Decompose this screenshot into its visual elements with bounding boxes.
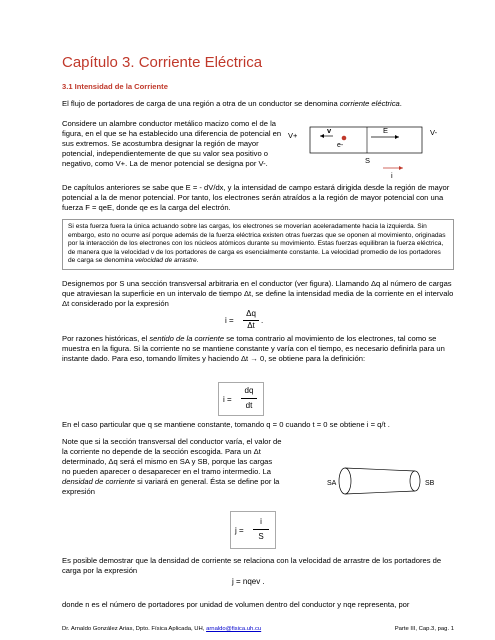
current-label: i (391, 171, 393, 180)
paragraph-drift: Es posible demostrar que la densidad de corriente se relaciona con la velocidad de arrastre de los portadores de carga por la expresión (62, 556, 442, 575)
paragraph-direction: Por razones históricas, el sentido de la corriente se toma contrario al movimiento de los electrones, tal como se muestra en la figura. Si la corriente no se mantiene constante y varía con el tiempo, es necesario definirla para un instante dado. Para eso, tomando límites y haciendo Δt → 0, se obtiene para la definición: (62, 334, 445, 363)
vplus-label: V+ (288, 131, 298, 140)
variable-section-figure (305, 462, 465, 500)
velocity-label: v (327, 126, 332, 135)
conductor-figure (285, 120, 455, 180)
note-box: Si esta fuerza fuera la única actuando sobre las cargas, los electrones se moverían aceleradamente hacia la izquierda. Sin embargo, esto no ocurre así porque además de la fuerza eléctrica existen otras fuerzas que se oponen al movimiento, originadas por la interacción de los electrones con los núcleos atómicos durante su movimiento. Estas fuerzas equilibran la fuerza eléctrica, de manera que la velocidad v de los portadores de carga es esencialmente constante. La velocidad promedio de los portadores de carga se denomina velocidad de arrastre. (62, 219, 454, 270)
section-a-label: SA (327, 480, 337, 487)
formula-drift-density: j = nqev . (232, 577, 265, 586)
variable-section-diagram (305, 462, 465, 500)
electron-dot (342, 136, 347, 141)
paragraph-field: De capítulos anteriores se sabe que E = - dV/dx, y la intensidad de campo estará dirigida desde la región de mayor potencial a la de menor potencial. Por tanto, los electrones serán atraídos a la región de mayor potencial con una fuerza F = qeE, donde qe es la carga del electrón. (62, 183, 450, 212)
section-b-label: SB (425, 480, 435, 487)
paragraph-section: Designemos por S una sección transversal arbitraria en el conductor (ver figura). Llamando Δq al número de cargas que atraviesan la superficie en un intervalo de tiempo Δt, se define la intensidad media de la corriente en el intervalo Δt considerado por la expresión (62, 279, 454, 308)
footer-author: Dr. Arnaldo González Arias, Dpto. Física Aplicada, UH, arnaldo@fisica.uh.cu (62, 626, 262, 632)
conductor-diagram (285, 120, 455, 180)
field-label: E (383, 126, 389, 135)
note-text: Si esta fuerza fuera la única actuando sobre las cargas, los electrones se moverían aceleradamente hacia la izquierda. Sin embargo, esto no ocurre así porque además de la fuerza eléctrica existen otras fuerzas que se oponen al movimiento, originadas por la interacción de los electrones con los núcleos atómicos durante su movimiento. Estas fuerzas equilibran la fuerza eléctrica, de manera que la velocidad v de los portadores de carga es esencialmente constante. La velocidad promedio de los portadores de carga se denomina (68, 223, 446, 265)
section-heading: 3.1 Intensidad de la Corriente (62, 82, 168, 91)
direction-term: sentido de la corriente (149, 334, 225, 343)
section-b-ellipse (410, 471, 420, 491)
formula-current-density: j = i S (230, 511, 276, 549)
intro-text: El flujo de portadores de carga de una región a otra de un conductor se denomina (62, 99, 340, 108)
section-a-ellipse (339, 468, 351, 494)
formula-instant-current: i = dq dt (218, 382, 264, 416)
paragraph-density: Note que si la sección transversal del conductor varía, el valor de la corriente no depende de la sección escogida. Para un Δt determinado, Δq será el mismo en SA y SB, porque las cargas no pueden aparecer o desaparecer en el tramo intermedio. La densidad de corriente si variará en general. Ésta se define por la expresión (62, 437, 282, 496)
paragraph-carriers: donde n es el número de portadores por unidad de volumen dentro del conductor y nqe representa, por (62, 600, 410, 609)
electron-label: e- (337, 142, 344, 149)
paragraph-conductor: Considere un alambre conductor metálico macizo como el de la figura, en el que se ha establecido una diferencia de potencial en sus extremos. Se acostumbra designar la región de mayor potencial, independientemente de que su valor sea positivo o negativo, como V+. La de menor potencial se designa por V-. (62, 119, 282, 168)
page-footer (62, 626, 454, 632)
vminus-label: V- (430, 128, 438, 137)
paragraph-constant: En el caso particular que q se mantiene constante, tomando q = 0 cuando t = 0 se obtiene i = q/t . (62, 420, 390, 429)
density-term: densidad de corriente (62, 477, 136, 486)
note-term: velocidad de arrastre (135, 257, 197, 265)
footer-page-info: Parte III, Cap.3, pag. 1 (394, 626, 454, 632)
page-title: Capítulo 3. Corriente Eléctrica (62, 54, 263, 71)
formula-mean-current: i = Δq Δt . (225, 309, 264, 330)
paragraph-intro: El flujo de portadores de carga de una región a otra de un conductor se denomina corriente eléctrica. (62, 99, 402, 108)
section-label: S (365, 156, 371, 165)
email-link[interactable]: arnaldo@fisica.uh.cu (206, 626, 262, 632)
intro-term: corriente eléctrica (339, 99, 400, 108)
